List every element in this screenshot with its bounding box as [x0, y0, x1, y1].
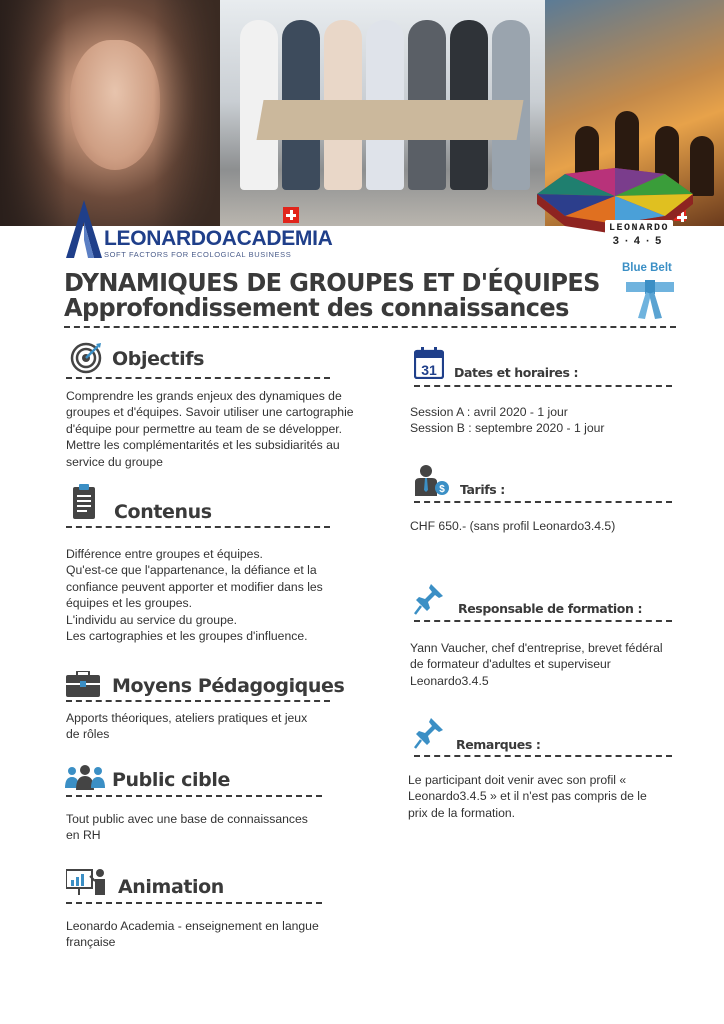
text-line: Apports théoriques, ateliers pratiques et jeux — [66, 711, 308, 725]
responsable-heading: Responsable de formation : — [458, 601, 643, 616]
moyens-heading: Moyens Pédagogiques — [112, 675, 345, 697]
calendar-icon — [414, 347, 444, 379]
pushpin-icon — [414, 583, 444, 615]
text-line: CHF 650.- (sans profil Leonardo3.4.5) — [410, 519, 616, 533]
logo-tagline: SOFT FACTORS FOR ECOLOGICAL BUSINESS — [104, 250, 292, 259]
contenus-divider — [66, 526, 330, 528]
text-line: prix de la formation. — [408, 805, 516, 820]
text-line: Leonardo Academia - enseignement en langue — [66, 919, 319, 933]
logo-a-mark-icon — [66, 200, 102, 258]
text-line: L'individu au service du groupe. — [66, 612, 238, 627]
text-line: Session A : avril 2020 - 1 jour — [410, 405, 568, 419]
woman-portrait-photo — [0, 0, 220, 226]
title-line-1: DYNAMIQUES DE GROUPES ET D'ÉQUIPES — [64, 267, 600, 298]
logo-wordmark: LEONARDOACADEMIA — [104, 227, 333, 250]
responsable-divider — [414, 620, 672, 622]
moyens-divider — [66, 700, 330, 702]
text-line: Comprendre les grands enjeux des dynamiques de — [66, 389, 342, 403]
objectifs-heading: Objectifs — [112, 348, 204, 370]
objectifs-divider — [66, 377, 330, 379]
text-line: de rôles — [66, 727, 110, 742]
responsable-text — [410, 640, 663, 689]
text-line: groupes et d'équipes. Savoir utiliser une cartographie — [66, 405, 354, 420]
text-line: Leonardo3.4.5 » et il n'est pas compris de le — [408, 789, 647, 804]
clipboard-icon — [72, 484, 96, 520]
text-line: Yann Vaucher, chef d'entreprise, brevet fédéral — [410, 641, 663, 655]
text-line: Le participant doit venir avec son profil « — [408, 773, 627, 787]
svg-text:$: $ — [439, 484, 445, 495]
text-line: française — [66, 935, 116, 950]
moyens-text — [66, 710, 307, 743]
dates-divider — [414, 385, 672, 387]
remarques-heading: Remarques : — [456, 737, 541, 752]
public-divider — [66, 795, 322, 797]
animation-divider — [66, 902, 322, 904]
leonardo-academia-logo — [66, 200, 333, 262]
leonardo-mark-line1: LEONARDO — [608, 223, 669, 234]
people-icon — [64, 764, 106, 790]
briefcase-icon — [66, 671, 100, 697]
meeting-table — [256, 100, 523, 140]
objectifs-text — [66, 388, 354, 470]
dates-text — [410, 404, 604, 437]
animation-heading: Animation — [118, 876, 224, 898]
text-line: confiance peuvent apporter et modifier dans les — [66, 579, 323, 594]
text-line: d'équipe pour permettre au team de se développer. — [66, 421, 343, 436]
text-line: service du groupe — [66, 454, 163, 469]
tarifs-text — [410, 518, 615, 534]
text-line: Les cartographies et les groupes d'influence. — [66, 629, 308, 644]
public-heading: Public cible — [112, 769, 230, 791]
dates-heading: Dates et horaires : — [454, 365, 579, 380]
public-text — [66, 811, 308, 844]
animation-text — [66, 918, 319, 951]
person-money-icon — [414, 464, 450, 496]
presenter-icon — [66, 868, 108, 896]
tarifs-heading: Tarifs : — [460, 482, 505, 497]
contenus-heading: Contenus — [114, 501, 212, 523]
remarques-divider — [414, 755, 672, 757]
text-line: Mettre les complémentarités et les subsidiarités au — [66, 438, 340, 453]
text-line: en RH — [66, 828, 101, 843]
contenus-text — [66, 546, 323, 644]
calendar-number: 31 — [421, 362, 437, 378]
text-line: Qu'est-ce que l'appartenance, la défiance et la — [66, 563, 317, 578]
leonardo-mark-line2: 3·4·5 — [612, 236, 666, 248]
tarifs-divider — [414, 501, 672, 503]
hair-shade — [0, 0, 220, 226]
belt-level-label: Blue Belt — [622, 262, 672, 274]
text-line: équipes et les groupes. — [66, 596, 193, 611]
text-line: Leonardo3.4.5 — [410, 673, 489, 688]
title-divider — [64, 326, 676, 328]
team-meeting-photo — [220, 0, 545, 226]
pushpin-icon — [414, 717, 444, 749]
text-line: Tout public avec une base de connaissances — [66, 812, 308, 826]
title-line-2: Approfondissement des connaissances — [64, 293, 569, 323]
remarques-text — [408, 772, 647, 821]
text-line: de formateur d'adultes et superviseur — [410, 657, 611, 672]
target-icon — [70, 342, 102, 374]
text-line: Session B : septembre 2020 - 1 jour — [410, 421, 605, 436]
blue-belt-icon — [626, 278, 674, 320]
text-line: Différence entre groupes et équipes. — [66, 547, 263, 561]
leonardo-345-mark — [605, 220, 673, 258]
page-title — [64, 267, 624, 323]
